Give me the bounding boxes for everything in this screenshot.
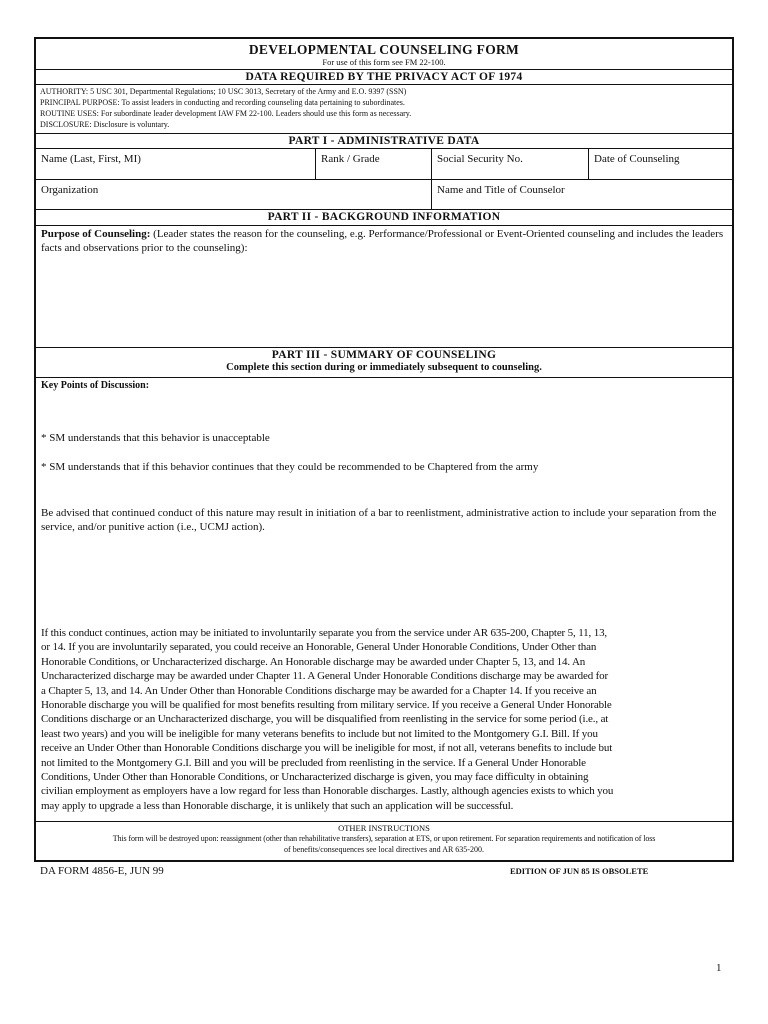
part3-subheader: Complete this section during or immediately subsequent to counseling. [226,362,542,373]
purpose-label: Purpose of Counseling: [41,228,151,240]
key-point-2: * SM understands that if this behavior continues that they could be recommended to be Chaptered from the army [41,461,539,473]
purpose-of-counseling[interactable] [36,225,732,347]
date-field-label: Date of Counseling [594,153,680,165]
separation-line: least two years) and you will be ineligible for many veterans benefits to include but not limited to the Montgomery G.I. Bill. If you [41,727,598,740]
separation-line: Honorable Conditions, or Uncharacterized discharge. An Honorable discharge may be awarded under Chapter 5, 13, and 14. An [41,655,586,668]
separation-paragraph [41,626,724,813]
date-field[interactable] [588,149,732,179]
organization-field-label: Organization [41,184,99,196]
privacy-principal-purpose: PRINCIPAL PURPOSE: To assist leaders in conducting and recording counseling data pertaining to subordinates. [40,98,405,107]
form-subtitle: For use of this form see FM 22-100. [322,57,446,67]
page-number: 1 [716,962,722,974]
counseling-form [34,37,734,862]
separation-line: Conditions, Under Other than Honorable Conditions, or Uncharacterized discharge is given, you may face difficulty in obtaining [41,771,589,784]
separation-line: not limited to the Montgomery G.I. Bill and you will be precluded from reenlisting in the service. If a General Under Honorable [41,756,586,769]
privacy-authority: AUTHORITY: 5 USC 301, Departmental Regulations; 10 USC 3013, Secretary of the Army and E.O. 9397 (SSN) [40,87,407,96]
part3-header: PART III - SUMMARY OF COUNSELING [271,349,497,361]
name-field-label: Name (Last, First, MI) [41,153,141,165]
form-number: DA FORM 4856-E, JUN 99 [40,865,164,877]
rank-field-label: Rank / Grade [321,153,380,165]
ssn-field-label: Social Security No. [437,153,523,165]
privacy-disclosure: DISCLOSURE: Disclosure is voluntary. [40,120,170,129]
key-points-label: Key Points of Discussion: [41,380,150,391]
part2-header: PART II - BACKGROUND INFORMATION [36,209,732,225]
privacy-routine-uses: ROUTINE USES: For subordinate leader development IAW FM 22-100. Leaders should use this form as necessary. [40,109,412,118]
privacy-act-header: DATA REQUIRED BY THE PRIVACY ACT OF 1974 [36,69,732,84]
name-field[interactable] [36,149,315,179]
counselor-field[interactable] [431,180,732,209]
other-instructions-line-1: This form will be destroyed upon: reassignment (other than rehabilitative transfers), separation at ETS, or upon retirement. For separation requirements and notification of loss [112,834,656,843]
separation-line: a Chapter 5, 13, and 14. An Under Other than Honorable Conditions discharge may be awarded for a Chapter 14. If you receive an [41,684,597,697]
form-title-block [36,39,732,69]
organization-field[interactable] [36,180,431,209]
ssn-field[interactable] [431,149,588,179]
advisory-paragraph: Be advised that continued conduct of this nature may result in initiation of a bar to reenlistment, administrative action to include your separation from the service, and/or punitive action (i.e., UCMJ action). [41,507,717,534]
separation-line: or 14. If you are involuntarily separated, you could receive an Honorable, General Under Honorable Conditions, Under Other than [41,641,597,654]
separation-line: Conditions discharge or an Uncharacterized discharge, you will be disqualified from reenlisting in the service for some period (i.e., at [41,713,609,726]
other-instructions-header: OTHER INSTRUCTIONS [338,823,430,833]
key-point-1: * SM understands that this behavior is unacceptable [41,432,270,444]
separation-line: receive an Under Other than Honorable Conditions discharge you will be ineligible for most, if not all, veterans benefits to include but [41,742,613,755]
separation-line: civilian employment as employers have a low regard for less than Honorable discharges. Lastly, although agencies exists to which you [41,785,614,798]
privacy-act-statement [36,84,732,133]
edition-note: EDITION OF JUN 85 IS OBSOLETE [510,866,649,876]
form-title: DEVELOPMENTAL COUNSELING FORM [248,42,520,57]
summary-of-counseling[interactable] [36,377,732,821]
other-instructions-line-2: of benefits/consequences see local directives and AR 635-200. [284,845,484,854]
other-instructions [36,821,732,862]
separation-line: Honorable discharge you will be qualified for most benefits resulting from military service. If you receive a General Under Honorable [41,699,612,712]
part1-header: PART I - ADMINISTRATIVE DATA [36,133,732,148]
part3-header-block [36,347,732,377]
purpose-instructions: (Leader states the reason for the counseling, e.g. Performance/Professional or Event-Oriented counseling and includes the leaders facts and observations prior to the counseling): [41,228,724,255]
admin-row-1 [36,148,732,179]
separation-line: Uncharacterized discharge may be awarded under Chapter 11. A General Under Honorable Conditions discharge may be awarded for [41,670,609,683]
admin-row-2 [36,179,732,209]
counselor-field-label: Name and Title of Counselor [437,184,565,196]
separation-line: If this conduct continues, action may be initiated to involuntarily separate you from the service under AR 635-200, Chapter 5, 11, 13, [41,627,608,639]
separation-line: may apply to upgrade a less than Honorable discharge, it is unlikely that such an application will be successful. [41,799,514,812]
rank-field[interactable] [315,149,431,179]
